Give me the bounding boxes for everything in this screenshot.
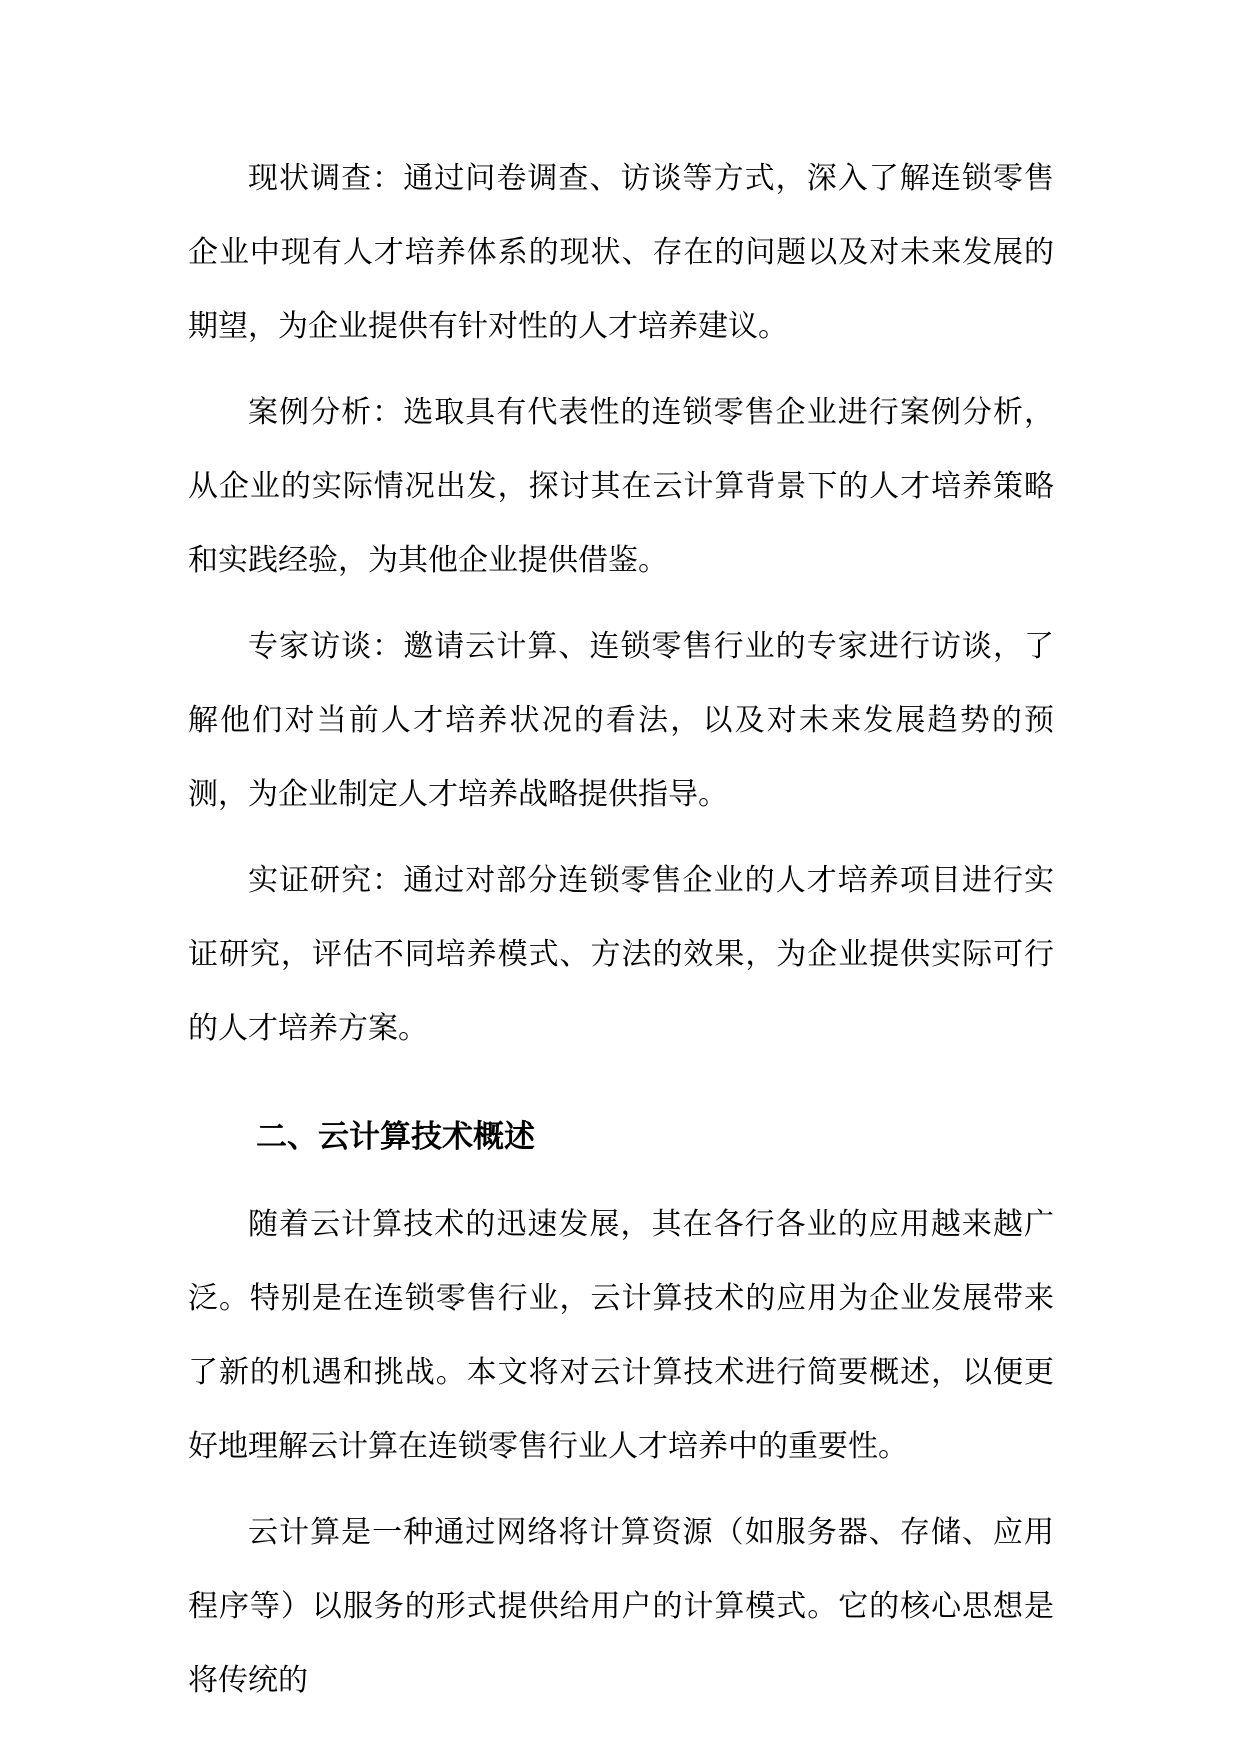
paragraph-case-analysis: 案例分析：选取具有代表性的连锁零售企业进行案例分析，从企业的实际情况出发，探讨其在云计算背景下的人才培养策略和实践经验，为其他企业提供借鉴。 bbox=[188, 395, 1054, 578]
paragraph-empirical-research: 实证研究：通过对部分连锁零售企业的人才培养项目进行实证研究，评估不同培养模式、方法的效果，为企业提供实际可行的人才培养方案。 bbox=[188, 863, 1054, 1046]
paragraph-survey: 现状调查：通过问卷调查、访谈等方式，深入了解连锁零售企业中现有人才培养体系的现状、存在的问题以及对未来发展的期望，为企业提供有针对性的人才培养建议。 bbox=[188, 161, 1054, 344]
document-body bbox=[188, 142, 1054, 1730]
paragraph-expert-interview: 专家访谈：邀请云计算、连锁零售行业的专家进行访谈，了解他们对当前人才培养状况的看法，以及对未来发展趋势的预测，为企业制定人才培养战略提供指导。 bbox=[188, 629, 1054, 812]
section-heading: 二、云计算技术概述 bbox=[256, 1119, 535, 1155]
paragraph-cloud-intro: 随着云计算技术的迅速发展，其在各行各业的应用越来越广泛。特别是在连锁零售行业，云计算技术的应用为企业发展带来了新的机遇和挑战。本文将对云计算技术进行简要概述，以便更好地理解云计算在连锁零售行业人才培养中的重要性。 bbox=[188, 1207, 1054, 1464]
paragraph-cloud-definition: 云计算是一种通过网络将计算资源（如服务器、存储、应用程序等）以服务的形式提供给用户的计算模式。它的核心思想是将传统的 bbox=[188, 1515, 1054, 1698]
